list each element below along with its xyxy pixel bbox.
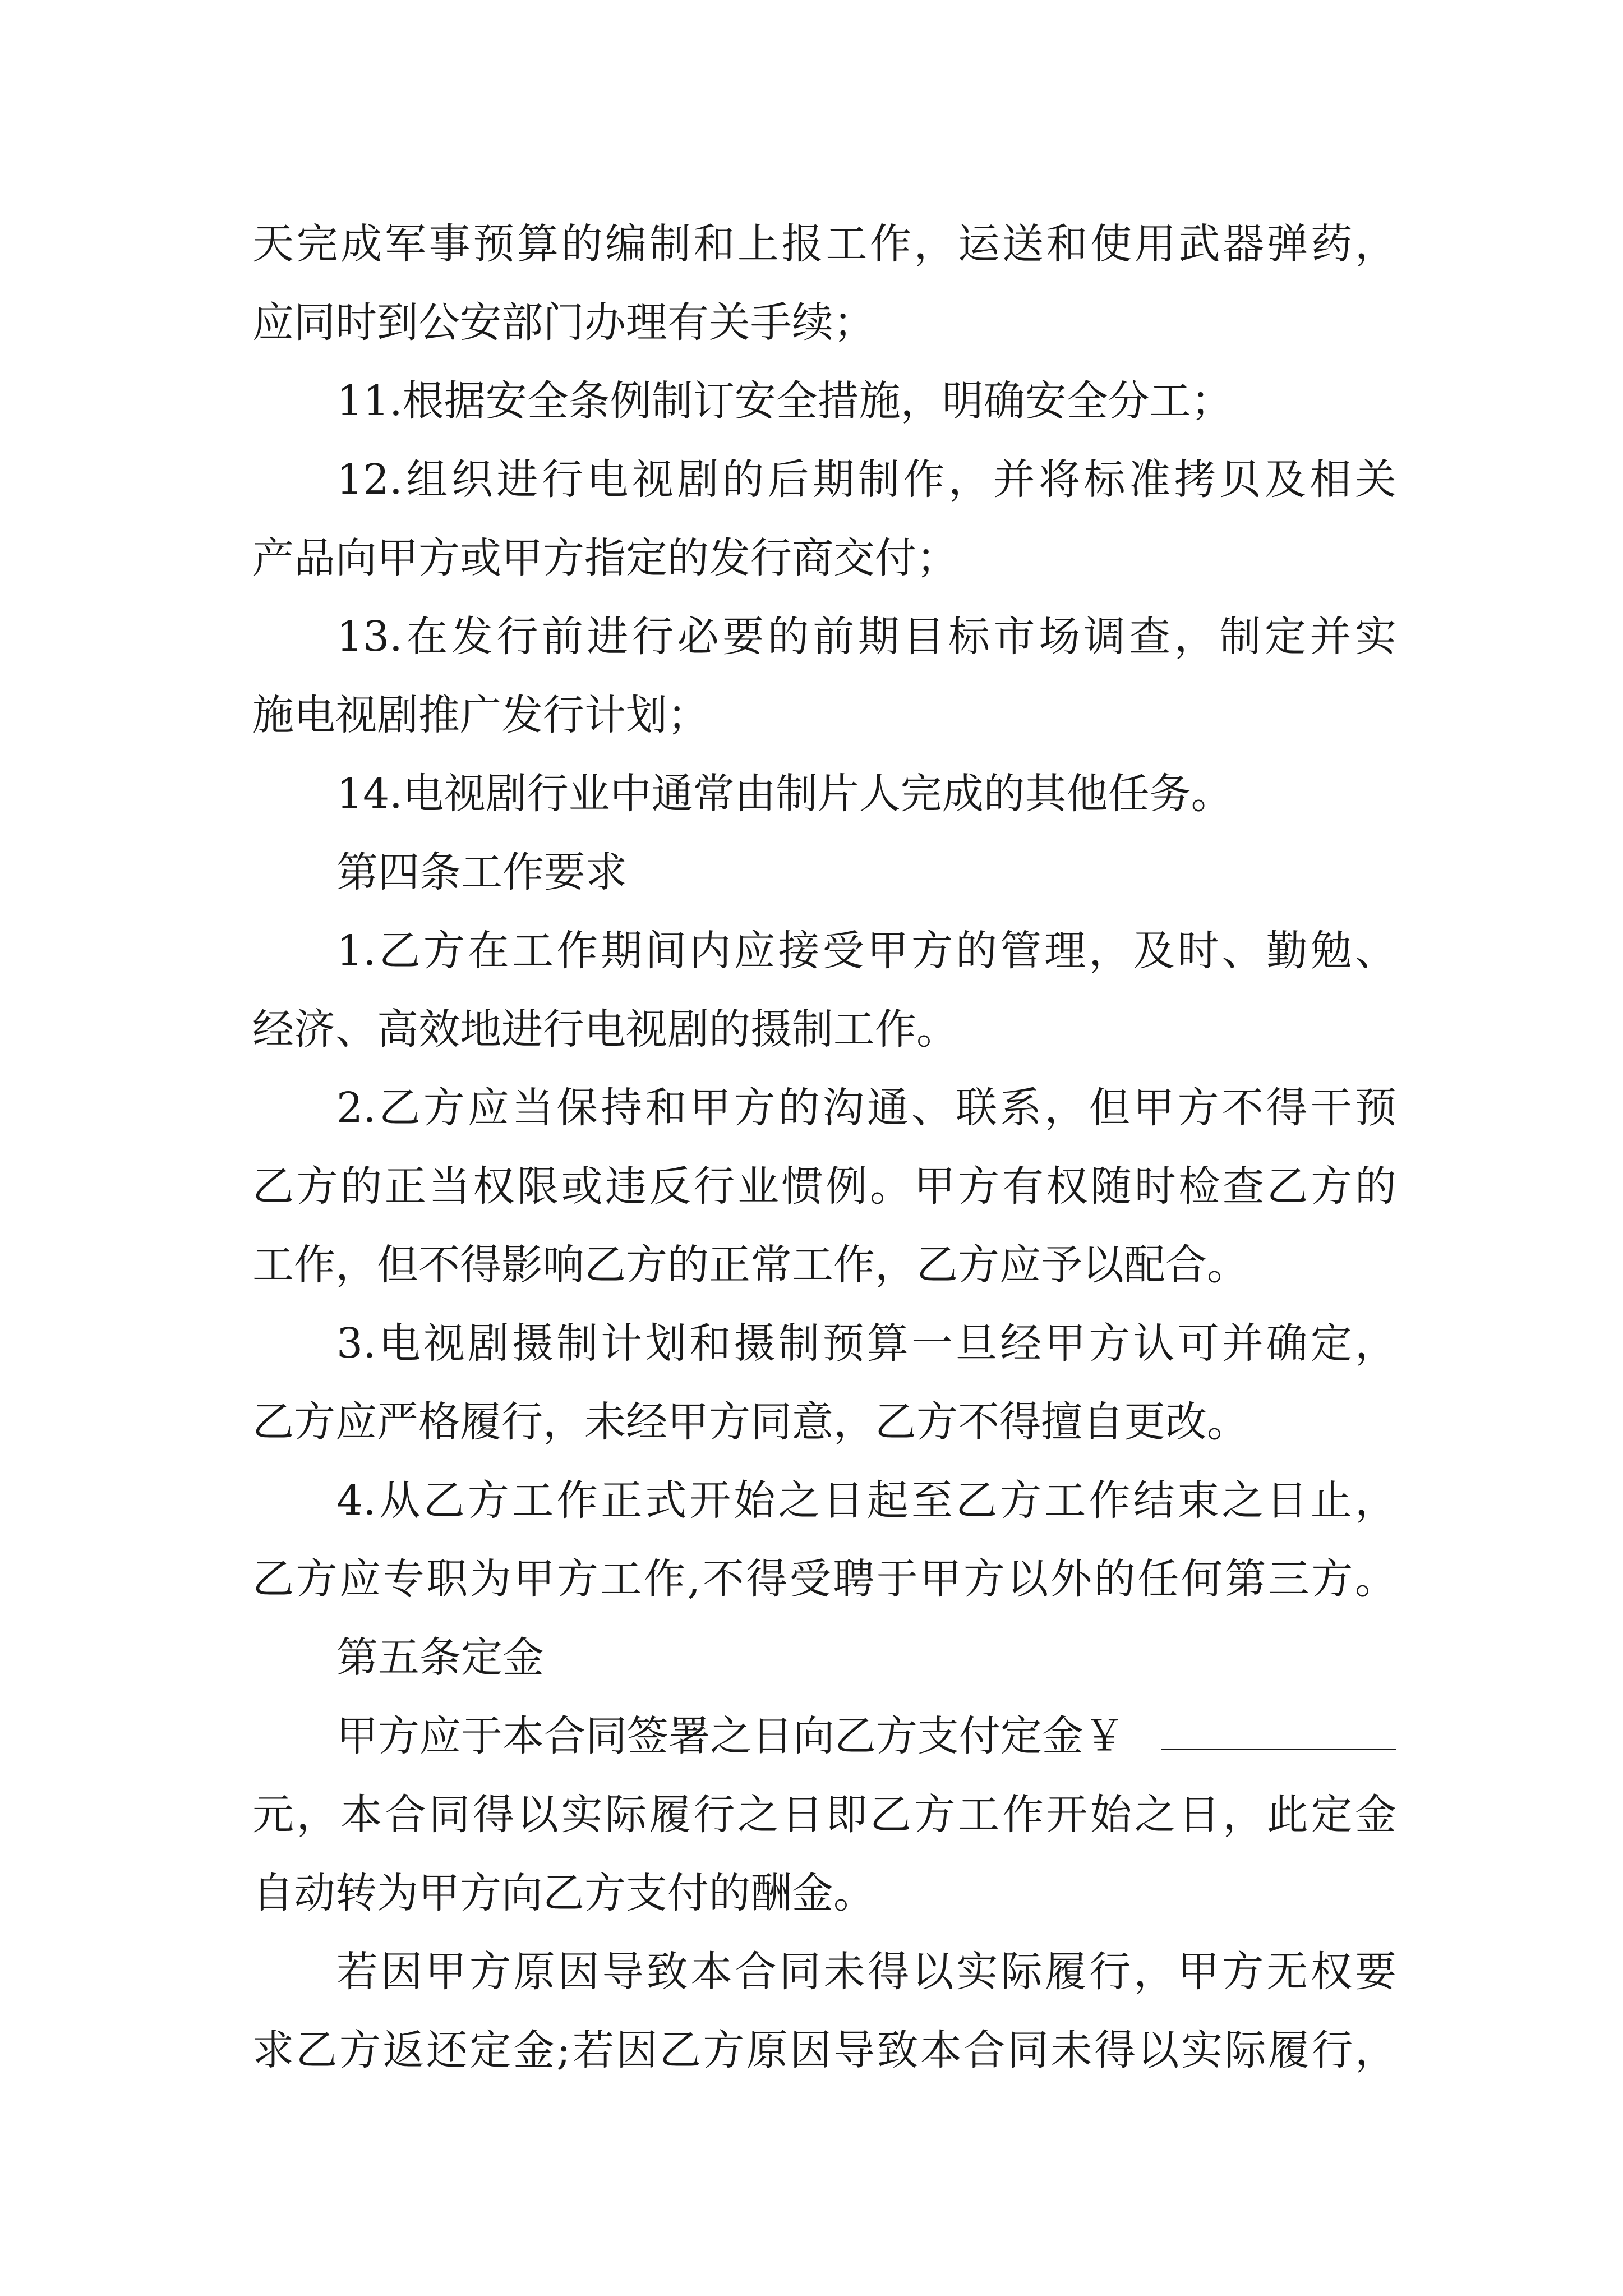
list-item: 2.乙方应当保持和甲方的沟通、联系，但甲方不得干预 [336,1084,1396,1132]
section-heading: 第四条工作要求 [336,848,627,896]
text-line: 乙方应严格履行，未经甲方同意，乙方不得擅自更改。 [252,1398,1248,1446]
text-line: 乙方的正当权限或违反行业惯例。甲方有权随时检查乙方的 [252,1162,1396,1211]
section-heading: 第五条定金 [336,1634,544,1682]
list-item: 14.电视剧行业中通常由制片人完成的其他任务。 [336,770,1233,818]
list-item: 13.在发行前进行必要的前期目标市场调查，制定并实 [336,613,1396,661]
deposit-text: 甲方应于本合同签署之日向乙方支付定金￥ [336,1712,1125,1760]
list-item: 1.乙方在工作期间内应接受甲方的管理，及时、勤勉、 [336,927,1396,975]
text-line: 求乙方返还定金;若因乙方原因导致本合同未得以实际履行， [252,2026,1396,2074]
text-line: 元，本合同得以实际履行之日即乙方工作开始之日，此定金 [252,1791,1396,1839]
text-line: 自动转为甲方向乙方支付的酬金。 [252,1869,875,1917]
list-item: 3.电视剧摄制计划和摄制预算一旦经甲方认可并确定， [336,1319,1396,1368]
text-line: 乙方应专职为甲方工作,不得受聘于甲方以外的任何第三方。 [252,1555,1396,1603]
list-item: 12.组织进行电视剧的后期制作，并将标准拷贝及相关 [336,455,1396,504]
text-line: 产品向甲方或甲方指定的发行商交付； [252,534,958,582]
text-line: 工作，但不得影响乙方的正常工作，乙方应予以配合。 [252,1241,1248,1289]
paragraph-line: 若因甲方原因导致本合同未得以实际履行，甲方无权要 [336,1948,1396,1996]
text-line: 经济、高效地进行电视剧的摄制工作。 [252,1005,958,1053]
text-line: 天完成军事预算的编制和上报工作，运送和使用武器弹药， [252,220,1396,268]
list-item: 4.从乙方工作正式开始之日起至乙方工作结束之日止， [336,1476,1396,1525]
deposit-line [336,1708,1396,1787]
amount-blank [1161,1709,1396,1750]
text-line: 应同时到公安部门办理有关手续； [252,298,875,347]
text-line: 施电视剧推广发行计划； [252,691,709,739]
list-item: 11.根据安全条例制订安全措施，明确安全分工； [336,377,1233,425]
